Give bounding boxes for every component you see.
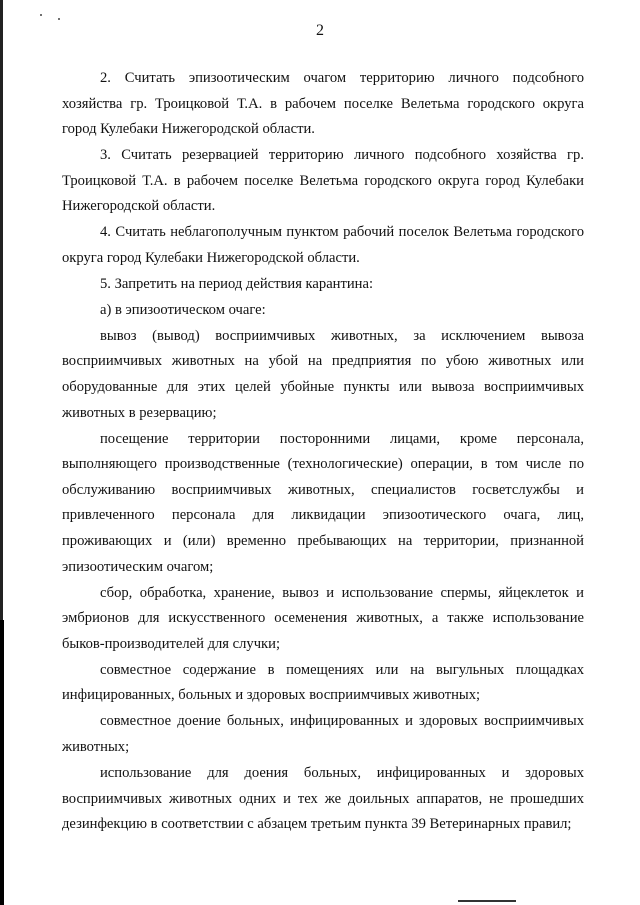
paragraph-visit-ban: посещение территории посторонними лицами, кроме персонала, выполняющего производственные (технологические) операции, в том числе по обслуживанию восприимчивых животных, специалистов госветслужбы и привлеченного персонала для ликвидации эпизоотического очага, лиц, проживающих и (или) временно пребывающих на территории, признанной эпизоотическим очагом; xyxy=(62,430,584,575)
scan-bottom-mark xyxy=(458,900,516,902)
paragraph-item-3: 3. Считать резервацией территорию личного подсобного хозяйства гр. Троицковой Т.А. в рабочем поселке Велетьма городского округа город Кулебаки Нижегородской области. xyxy=(62,147,584,215)
paragraph-export-ban: вывоз (вывод) восприимчивых животных, за исключением вывоза восприимчивых животных на убой на предприятия по убою животных или оборудованные для этих целей убойные пункты или вывоза восприимчивых животных в резервацию; xyxy=(62,327,584,421)
paragraph-milking-equipment-ban: использование для доения больных, инфицированных и здоровых восприимчивых животных одних и тех же доильных аппаратов, не прошедших дезинфекцию в соответствии с абзацем третьим пункта 39 Ветеринарных правил; xyxy=(62,764,584,833)
scan-speck xyxy=(40,14,42,16)
page-number: 2 xyxy=(316,22,324,39)
paragraph-subitem-a: а) в эпизоотическом очаге: xyxy=(100,301,266,318)
scan-left-edge-shadow xyxy=(0,620,4,905)
document-body xyxy=(62,66,584,838)
paragraph-item-2: 2. Считать эпизоотическим очагом территорию личного подсобного хозяйства гр. Троицковой Т.А. в рабочем поселке Велетьма городского округа город Кулебаки Нижегородской области. xyxy=(62,70,584,138)
paragraph-semen-ban: сбор, обработка, хранение, вывоз и использование спермы, яйцеклеток и эмбрионов для искусственного осеменения животных, а также использование быков-производителей для случки; xyxy=(62,584,584,652)
paragraph-item-5: 5. Запретить на период действия карантина: xyxy=(100,275,374,292)
paragraph-joint-milking-ban: совместное доение больных, инфицированных и здоровых восприимчивых животных; xyxy=(62,713,584,755)
scan-speck xyxy=(58,18,60,20)
paragraph-item-4: 4. Считать неблагополучным пунктом рабочий поселок Велетьма городского округа город Кулебаки Нижегородской области. xyxy=(62,224,584,266)
paragraph-joint-keeping-ban: совместное содержание в помещениях или на выгульных площадках инфицированных, больных и здоровых восприимчивых животных; xyxy=(62,661,584,704)
